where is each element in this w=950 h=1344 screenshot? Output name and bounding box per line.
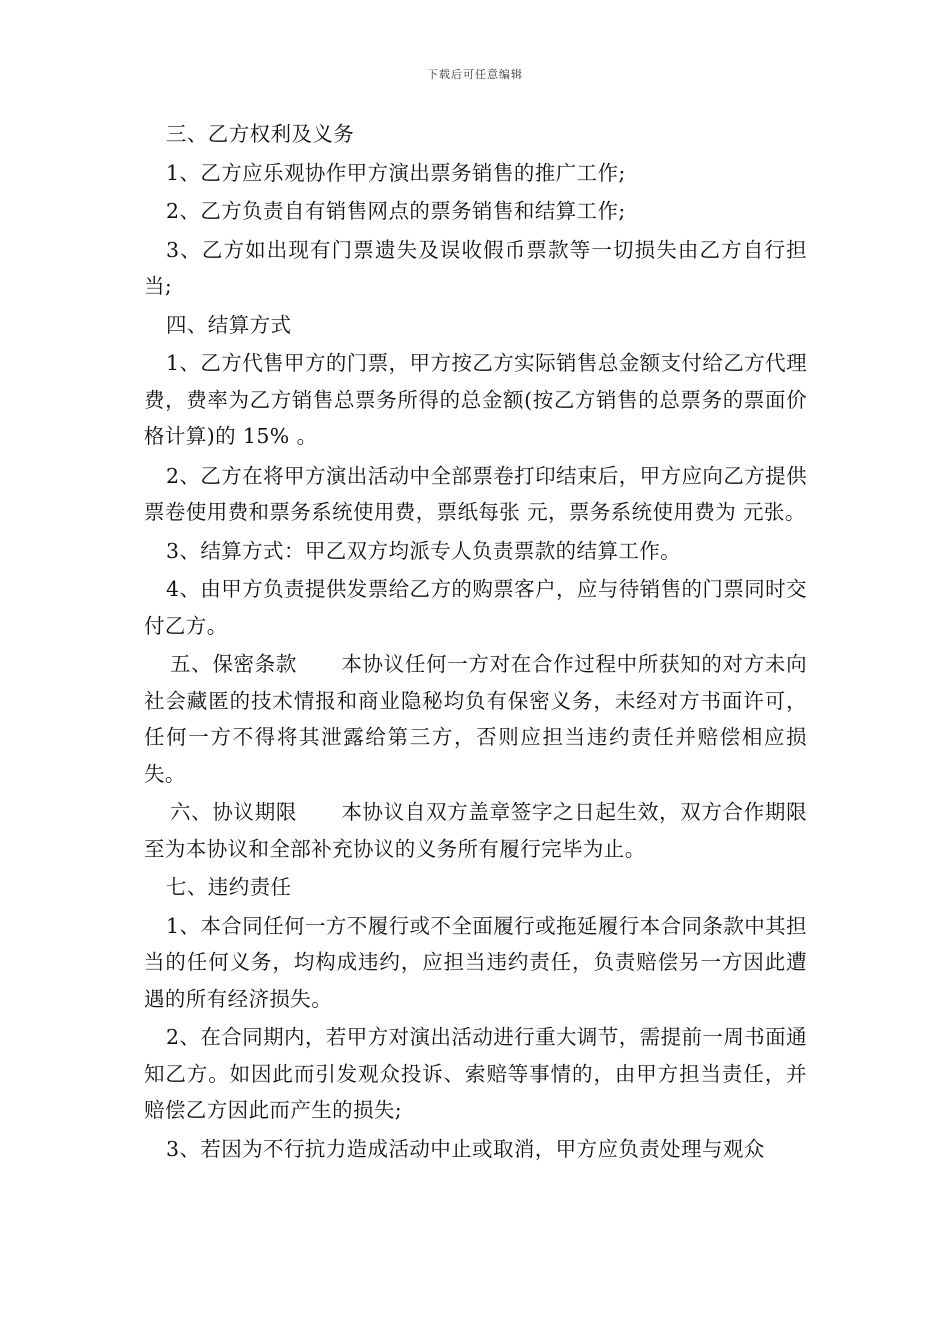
clause-7-3: 3、若因为不行抗力造成活动中止或取消，甲方应负责处理与观众 <box>166 1136 765 1161</box>
section-heading-3: 三、乙方权利及义务 <box>166 122 355 146</box>
section-5-text: 本协议任何一方对在合作过程中所获知的对方未向社会藏匿的技术情报和商业隐秘均负有保密义务，未经对方书面许可，任何一方不得将其泄露给第三方，否则应担当违约责任并赔偿相应损失。 <box>144 652 807 786</box>
clause-4-4: 4、由甲方负责提供发票给乙方的购票客户，应与待销售的门票同时交付乙方。 <box>144 577 807 638</box>
clause-3-2: 2、乙方负责自有销售网点的票务销售和结算工作; <box>166 199 626 223</box>
clause-4-3: 3、结算方式：甲乙双方均派专人负责票款的结算工作。 <box>166 538 682 563</box>
clause-7-2: 2、在合同期内，若甲方对演出活动进行重大调节，需提前一周书面通知乙方。如因此而引发观众投诉、索赔等事情的，由甲方担当责任，并赔偿乙方因此而产生的损失; <box>144 1025 807 1122</box>
clause-3-3: 3、乙方如出现有门票遗失及误收假币票款等一切损失由乙方自行担当; <box>144 237 807 298</box>
section-heading-7: 七、违约责任 <box>166 875 292 899</box>
section-heading-5: 五、保密条款 <box>170 652 298 676</box>
section-heading-4: 四、结算方式 <box>166 312 292 337</box>
clause-4-1: 1、乙方代售甲方的门票，甲方按乙方实际销售总金额支付给乙方代理费，费率为乙方销售总票务所得的总金额(按乙方销售的总票务的票面价格计算)的 15% 。 <box>144 351 807 448</box>
header-note: 下载后可任意编辑 <box>427 68 523 81</box>
clause-7-1: 1、本合同任何一方不履行或不全面履行或拖延履行本合同条款中其担当的任何义务，均构成违约，应担当违约责任，负责赔偿另一方因此遭遇的所有经济损失。 <box>144 913 807 1011</box>
document-body <box>144 116 807 1167</box>
section-heading-6: 六、协议期限 <box>170 800 298 824</box>
clause-4-2: 2、乙方在将甲方演出活动中全部票卷打印结束后，甲方应向乙方提供票卷使用费和票务系统使用费，票纸每张 元，票务系统使用费为 元张。 <box>144 463 807 524</box>
section-5-confidentiality <box>144 646 807 792</box>
section-6-text: 本协议自双方盖章签字之日起生效，双方合作期限至为本协议和全部补充协议的义务所有履行完毕为止。 <box>144 800 807 861</box>
section-6-term <box>144 794 807 867</box>
clause-3-1: 1、乙方应乐观协作甲方演出票务销售的推广工作; <box>166 160 626 185</box>
